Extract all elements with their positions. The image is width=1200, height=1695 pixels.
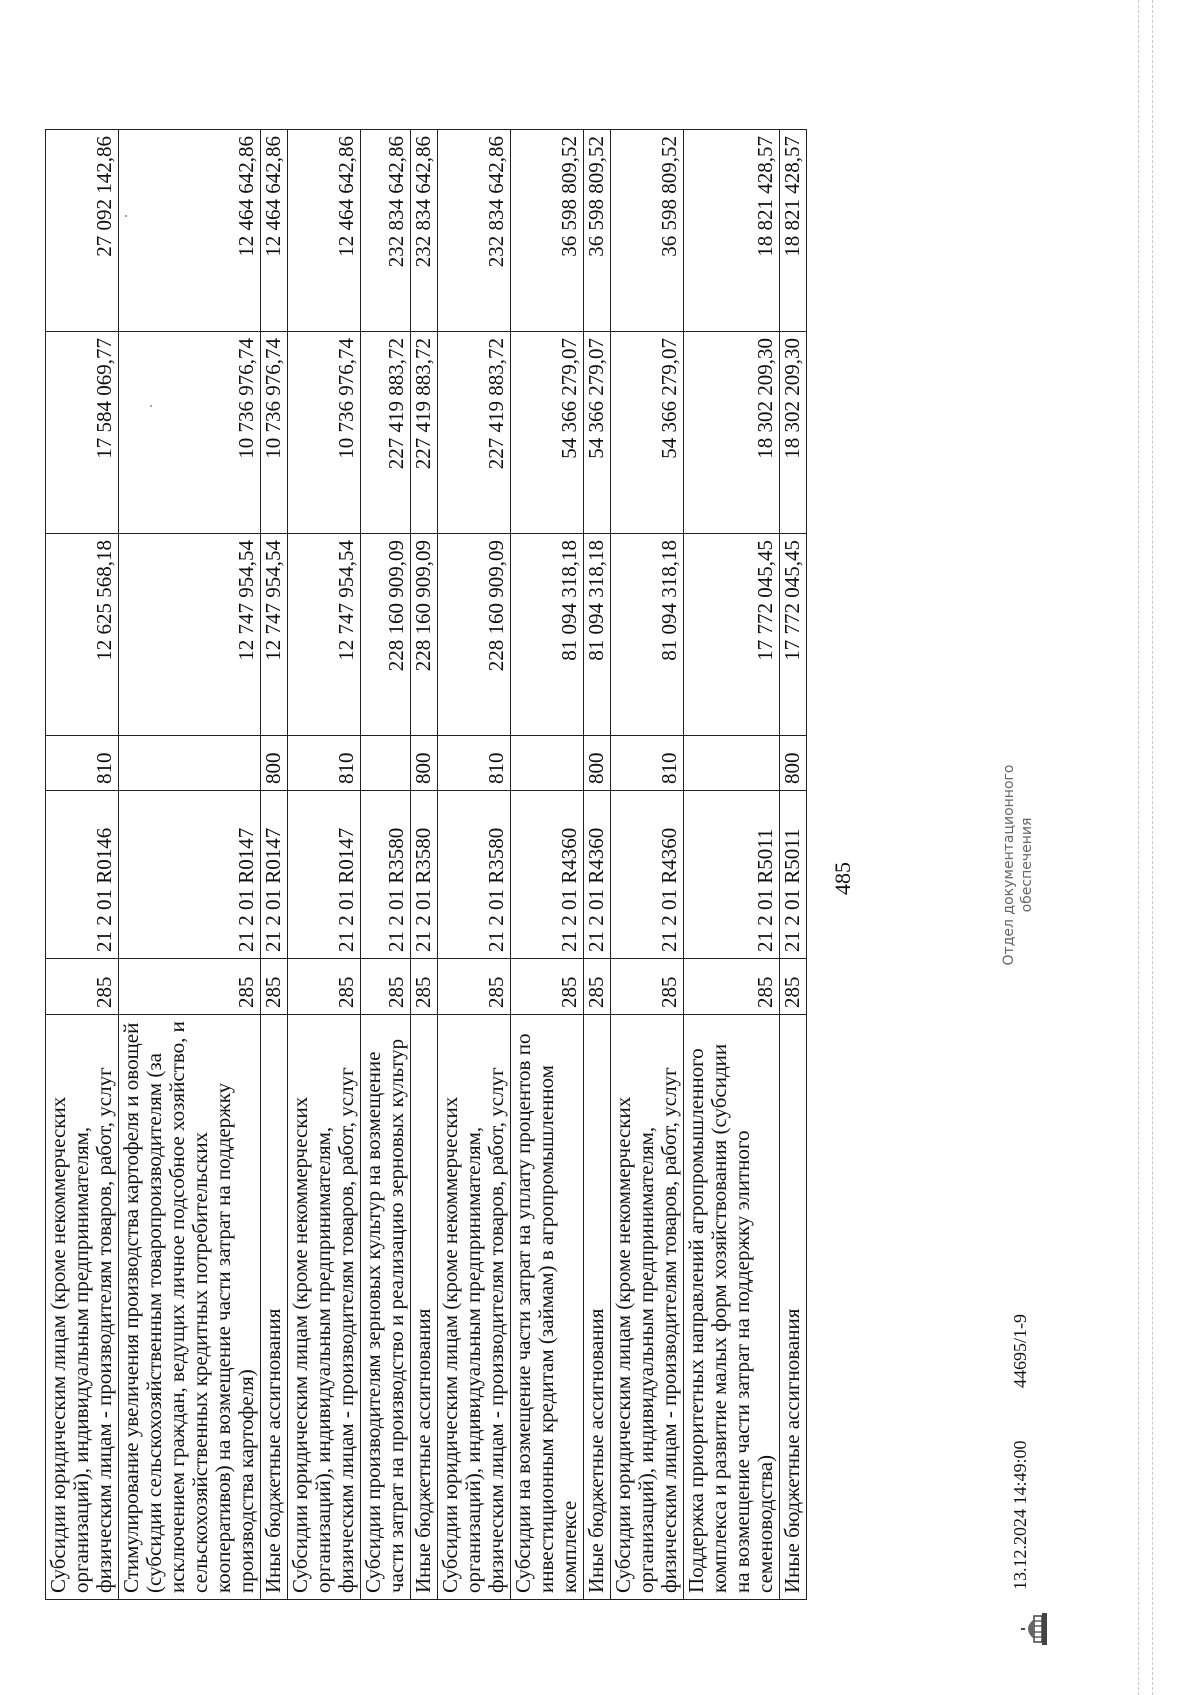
cell-sum-3: 232 834 642,86 [361, 130, 411, 332]
cell-sum-3: 36 598 809,52 [511, 130, 584, 332]
cell-ved: 285 [411, 959, 438, 1015]
cell-sum-2: 17 584 069,77 [46, 332, 119, 534]
cell-vr [119, 736, 261, 791]
cell-ved: 285 [584, 959, 611, 1015]
cell-sum-1: 12 747 954,54 [288, 534, 361, 736]
cell-name: Субсидии юридическим лицам (кроме некоммерческих организаций), индивидуальным предпринимателям, физическим лицам - производителям товаров, работ, услуг [438, 1015, 511, 1600]
cell-ved: 285 [46, 959, 119, 1015]
cell-sum-3: 12 464 642,86 [119, 130, 261, 332]
table-body [46, 130, 807, 1600]
cell-csr: 21 2 01 R4360 [611, 791, 684, 959]
cell-sum-3: 36 598 809,52 [584, 130, 611, 332]
cell-sum-2: 54 366 279,07 [511, 332, 584, 534]
cell-sum-2: 54 366 279,07 [584, 332, 611, 534]
cell-sum-2: 18 302 209,30 [780, 332, 807, 534]
table-row [46, 130, 119, 1600]
cell-vr: 800 [584, 736, 611, 791]
cell-sum-1: 17 772 045,45 [780, 534, 807, 736]
cell-vr: 800 [780, 736, 807, 791]
cell-sum-1: 81 094 318,18 [611, 534, 684, 736]
cell-sum-3: 12 464 642,86 [288, 130, 361, 332]
cell-csr: 21 2 01 R0146 [46, 791, 119, 959]
cell-csr: 21 2 01 R5011 [780, 791, 807, 959]
cell-sum-2: 54 366 279,07 [611, 332, 684, 534]
cell-sum-3: 18 821 428,57 [780, 130, 807, 332]
cell-name: Субсидии юридическим лицам (кроме некоммерческих организаций), индивидуальным предпринимателям, физическим лицам - производителям товаров, работ, услуг [288, 1015, 361, 1600]
cell-name: Иные бюджетные ассигнования [780, 1015, 807, 1600]
cell-name: Субсидии юридическим лицам (кроме некоммерческих организаций), индивидуальным предпринимателям, физическим лицам - производителям товаров, работ, услуг [46, 1015, 119, 1600]
table-row [511, 130, 584, 1600]
cell-vr [361, 736, 411, 791]
cell-csr: 21 2 01 R0147 [261, 791, 288, 959]
cell-vr: 810 [46, 736, 119, 791]
table-row [119, 130, 261, 1600]
cell-ved: 285 [780, 959, 807, 1015]
cell-sum-3: 12 464 642,86 [261, 130, 288, 332]
cell-vr: 800 [261, 736, 288, 791]
cell-ved: 285 [611, 959, 684, 1015]
cell-csr: 21 2 01 R4360 [511, 791, 584, 959]
cell-csr: 21 2 01 R0147 [119, 791, 261, 959]
budget-table [45, 129, 807, 1600]
stamp-line-1: Отдел документационного [1001, 764, 1017, 966]
cell-sum-1: 81 094 318,18 [584, 534, 611, 736]
duma-logo [1020, 1611, 1050, 1647]
cell-sum-1: 12 747 954,54 [261, 534, 288, 736]
cell-sum-1: 12 747 954,54 [119, 534, 261, 736]
cell-sum-1: 228 160 909,09 [411, 534, 438, 736]
cell-sum-2: 227 419 883,72 [438, 332, 511, 534]
stamp-line-2: обеспечения [1019, 817, 1035, 913]
table-row [584, 130, 611, 1600]
cell-vr: 810 [288, 736, 361, 791]
cell-ved: 285 [261, 959, 288, 1015]
cell-sum-1: 81 094 318,18 [511, 534, 584, 736]
cell-csr: 21 2 01 R3580 [361, 791, 411, 959]
cell-sum-1: 228 160 909,09 [361, 534, 411, 736]
cell-sum-3: 36 598 809,52 [611, 130, 684, 332]
cell-sum-1: 12 625 568,18 [46, 534, 119, 736]
cell-name: Иные бюджетные ассигнования [261, 1015, 288, 1600]
cell-sum-2: 10 736 976,74 [119, 332, 261, 534]
cell-ved: 285 [438, 959, 511, 1015]
cell-ved: 285 [361, 959, 411, 1015]
cell-csr: 21 2 01 R5011 [684, 791, 780, 959]
scan-speck [150, 405, 152, 407]
scan-artifact-line [1152, 0, 1153, 1695]
cell-sum-2: 10 736 976,74 [261, 332, 288, 534]
table-row [288, 130, 361, 1600]
cell-sum-3: 18 821 428,57 [684, 130, 780, 332]
cell-ved: 285 [684, 959, 780, 1015]
footer-doc-number: 44695/1-9 [1010, 1313, 1030, 1388]
cell-name: Субсидии на возмещение части затрат на уплату процентов по инвестиционным кредитам (займам) в агропромышленном комплексе [511, 1015, 584, 1600]
page-number: 485 [830, 862, 855, 895]
cell-vr [684, 736, 780, 791]
cell-csr: 21 2 01 R0147 [288, 791, 361, 959]
cell-csr: 21 2 01 R3580 [411, 791, 438, 959]
cell-sum-1: 228 160 909,09 [438, 534, 511, 736]
table-row [780, 130, 807, 1600]
table-row [411, 130, 438, 1600]
cell-sum-2: 10 736 976,74 [288, 332, 361, 534]
cell-sum-2: 18 302 209,30 [684, 332, 780, 534]
cell-vr: 810 [438, 736, 511, 791]
cell-vr [511, 736, 584, 791]
cell-sum-2: 227 419 883,72 [411, 332, 438, 534]
scan-artifact-line [1138, 0, 1139, 1695]
cell-name: Иные бюджетные ассигнования [411, 1015, 438, 1600]
cell-sum-3: 232 834 642,86 [438, 130, 511, 332]
cell-sum-2: 227 419 883,72 [361, 332, 411, 534]
document-footer [1010, 1314, 1031, 1590]
cell-csr: 21 2 01 R3580 [438, 791, 511, 959]
table-row [438, 130, 511, 1600]
cell-ved: 285 [119, 959, 261, 1015]
cell-vr: 810 [611, 736, 684, 791]
cell-name: Поддержка приоритетных направлений агропромышленного комплекса и развитие малых форм хозяйствования (субсидии на возмещение части затрат на поддержку элитного семеноводства) [684, 1015, 780, 1600]
cell-sum-3: 27 092 142,86 [46, 130, 119, 332]
cell-vr: 800 [411, 736, 438, 791]
table-row [261, 130, 288, 1600]
footer-timestamp: 13.12.2024 14:49:00 [1010, 1440, 1030, 1590]
table-row [361, 130, 411, 1600]
cell-name: Стимулирование увеличения производства картофеля и овощей (субсидии сельскохозяйственным товаропроизводителям (за исключением граждан, ведущих личное подсобное хозяйство, и сельскохозяйственных кредитных потребительских кооперативов) на возмещение части затрат на поддержку производства картофеля) [119, 1015, 261, 1600]
cell-ved: 285 [288, 959, 361, 1015]
cell-sum-1: 17 772 045,45 [684, 534, 780, 736]
cell-name: Субсидии производителям зерновых культур на возмещение части затрат на производство и реализацию зерновых культур [361, 1015, 411, 1600]
cell-sum-3: 232 834 642,86 [411, 130, 438, 332]
scan-speck [125, 215, 127, 217]
cell-csr: 21 2 01 R4360 [584, 791, 611, 959]
cell-name: Иные бюджетные ассигнования [584, 1015, 611, 1600]
cell-ved: 285 [511, 959, 584, 1015]
table-row [611, 130, 684, 1600]
department-stamp [1000, 735, 1036, 995]
table-row [684, 130, 780, 1600]
cell-name: Субсидии юридическим лицам (кроме некоммерческих организаций), индивидуальным предпринимателям, физическим лицам - производителям товаров, работ, услуг [611, 1015, 684, 1600]
